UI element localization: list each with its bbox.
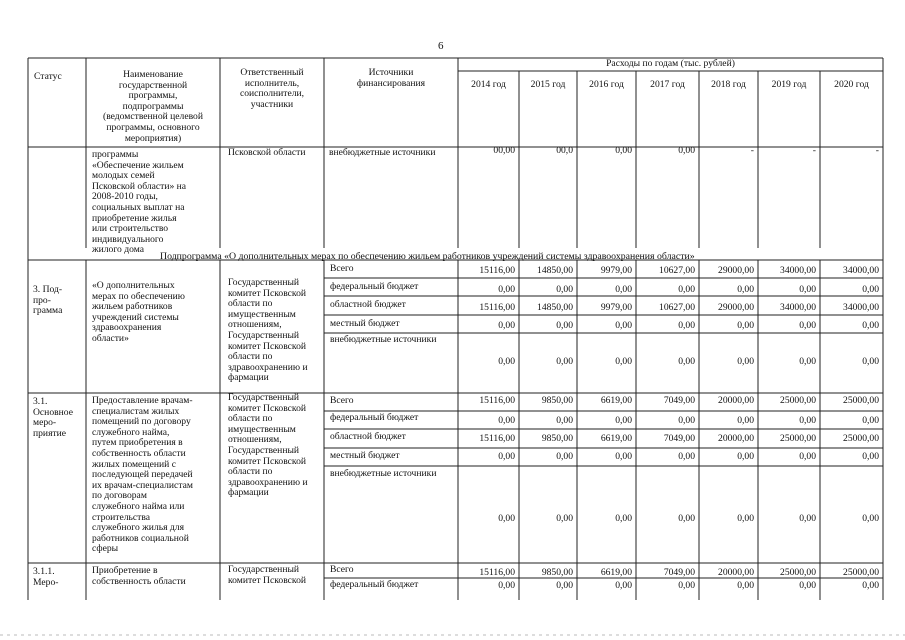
source-label: местный бюджет: [330, 450, 400, 461]
header-name: Наименование государственной программы, подпрограммы (ведомственной целевой программы, основного мероприятия): [103, 69, 203, 144]
value-cell: 0,00: [737, 320, 754, 331]
header-year: 2016 год: [589, 79, 624, 90]
value-cell: 0,00: [556, 320, 573, 331]
value-cell: 0,00: [799, 284, 816, 295]
value-cell: 0,00: [556, 415, 573, 426]
value-cell: 25000,00: [843, 567, 879, 578]
header-year: 2018 год: [711, 79, 746, 90]
source-label: федеральный бюджет: [330, 579, 419, 590]
value-cell: 6619,00: [600, 433, 632, 444]
cont-executor: Псковской области: [228, 147, 306, 158]
block-name: Предоставление врачам- специалистам жилых помещений по договору служебного найма, путем приобретения в собственность области жилых помещений с последующей передачей их врачам-специалистам по договорам служебного найма или строительства служебного жилья для работников социальной сферы: [92, 395, 193, 555]
value-cell: 0,00: [678, 356, 695, 367]
value-cell: 15116,00: [479, 567, 515, 578]
value-cell: 15116,00: [479, 302, 515, 313]
value-cell: 0,00: [799, 451, 816, 462]
header-executor: Ответственный исполнитель, соисполнители, участники: [239, 67, 305, 110]
value-cell: 0,00: [498, 513, 515, 524]
block-executor: Государственный комитет Псковской области по имущественным отношениям, Государственный комитет Псковской области по здравоохранению и фармации: [228, 277, 308, 384]
header-year: 2015 год: [530, 79, 566, 90]
source-label: Всего: [330, 395, 354, 406]
value-cell: 0,00: [737, 451, 754, 462]
value-cell: 7049,00: [663, 395, 695, 406]
value-cell: 9979,00: [600, 302, 632, 313]
value-cell: 0,00: [737, 356, 754, 367]
value-cell: 34000,00: [843, 302, 879, 313]
value-cell: 34000,00: [780, 302, 816, 313]
value-cell: 0,00: [498, 320, 515, 331]
header-year: 2017 год: [650, 79, 685, 90]
value-cell: 6619,00: [600, 567, 632, 578]
source-label: областной бюджет: [330, 299, 406, 310]
header-year: 2014 год: [471, 79, 506, 90]
block-executor: Государственный комитет Псковской: [228, 564, 307, 586]
value-cell: 29000,00: [718, 302, 754, 313]
value-cell: 0,00: [862, 513, 879, 524]
value-cell: 20000,00: [718, 395, 754, 406]
header-year: 2019 год: [771, 79, 807, 90]
value-cell: 0,00: [862, 580, 879, 591]
value-cell: 0,00: [556, 356, 573, 367]
source-label: Всего: [330, 564, 354, 575]
value-cell: 20000,00: [718, 567, 754, 578]
value-cell: -: [875, 145, 879, 156]
value-cell: 0,00: [862, 415, 879, 426]
value-cell: 9850,00: [541, 433, 573, 444]
block-executor: Государственный комитет Псковской области по имущественным отношениям, Государственный комитет Псковской области по здравоохранению и фармации: [228, 392, 308, 499]
header-year: 2020 год: [834, 79, 869, 90]
value-cell: 0,00: [678, 145, 695, 156]
source-label: федеральный бюджет: [330, 412, 419, 423]
value-cell: 9850,00: [541, 567, 573, 578]
value-cell: 00,00: [493, 145, 515, 156]
value-cell: 0,00: [615, 580, 632, 591]
cont-name: программы «Обеспечение жильем молодых семей Псковской области» на 2008-2010 годы, социальных выплат на приобретение жилья или строительство индивидуального жилого дома: [92, 149, 187, 256]
value-cell: 0,00: [678, 513, 695, 524]
value-cell: 0,00: [737, 580, 754, 591]
value-cell: 0,00: [556, 580, 573, 591]
source-label: местный бюджет: [330, 318, 400, 329]
source-label: внебюджетные источники: [330, 468, 437, 479]
value-cell: 0,00: [862, 356, 879, 367]
value-cell: 14850,00: [537, 302, 573, 313]
value-cell: 0,00: [799, 356, 816, 367]
block-status: 3. Под- про- грамма: [33, 284, 63, 317]
value-cell: 15116,00: [479, 433, 515, 444]
subprogram-title: Подпрограмма «О дополнительных мерах по обеспечению жильем работников учреждений системы здравоохранения области»: [160, 251, 695, 262]
value-cell: -: [750, 145, 754, 156]
value-cell: 0,00: [678, 580, 695, 591]
value-cell: 0,00: [556, 284, 573, 295]
value-cell: 0,00: [737, 415, 754, 426]
value-cell: 10627,00: [659, 265, 695, 276]
cont-source: внебюджетные источники: [329, 147, 436, 158]
value-cell: 14850,00: [537, 265, 573, 276]
value-cell: 7049,00: [663, 433, 695, 444]
value-cell: 0,00: [615, 513, 632, 524]
source-label: федеральный бюджет: [330, 281, 419, 292]
value-cell: 25000,00: [843, 433, 879, 444]
block-status: 3.1.1. Меро-: [33, 566, 59, 588]
value-cell: 34000,00: [780, 265, 816, 276]
source-label: областной бюджет: [330, 431, 406, 442]
source-label: Всего: [330, 263, 354, 274]
block-status: 3.1. Основное меро- приятие: [33, 396, 73, 439]
value-cell: 15116,00: [479, 395, 515, 406]
value-cell: 0,00: [737, 513, 754, 524]
header-expenses: Расходы по годам (тыс. рублей): [606, 58, 735, 69]
value-cell: 20000,00: [718, 433, 754, 444]
header-sources: Источники финансирования: [356, 67, 426, 89]
value-cell: 34000,00: [843, 265, 879, 276]
value-cell: 0,00: [498, 415, 515, 426]
value-cell: 0,00: [498, 580, 515, 591]
value-cell: 0,00: [678, 320, 695, 331]
value-cell: -: [812, 145, 816, 156]
value-cell: 00,0: [556, 145, 573, 156]
value-cell: 0,00: [862, 320, 879, 331]
value-cell: 6619,00: [600, 395, 632, 406]
value-cell: 0,00: [556, 513, 573, 524]
block-name: Приобретение в собственность области: [92, 565, 186, 587]
page-number: 6: [438, 40, 444, 52]
value-cell: 10627,00: [659, 302, 695, 313]
value-cell: 15116,00: [479, 265, 515, 276]
value-cell: 25000,00: [780, 567, 816, 578]
value-cell: 9979,00: [600, 265, 632, 276]
value-cell: 0,00: [678, 451, 695, 462]
value-cell: 0,00: [615, 356, 632, 367]
value-cell: 0,00: [862, 451, 879, 462]
value-cell: 0,00: [556, 451, 573, 462]
value-cell: 25000,00: [780, 433, 816, 444]
value-cell: 0,00: [799, 513, 816, 524]
value-cell: 25000,00: [780, 395, 816, 406]
value-cell: 0,00: [498, 451, 515, 462]
value-cell: 25000,00: [843, 395, 879, 406]
header-status: Статус: [34, 71, 62, 82]
value-cell: 7049,00: [663, 567, 695, 578]
value-cell: 0,00: [799, 320, 816, 331]
value-cell: 9850,00: [541, 395, 573, 406]
value-cell: 0,00: [498, 284, 515, 295]
value-cell: 0,00: [615, 145, 632, 156]
value-cell: 0,00: [862, 284, 879, 295]
value-cell: 0,00: [615, 451, 632, 462]
value-cell: 0,00: [615, 284, 632, 295]
value-cell: 29000,00: [718, 265, 754, 276]
value-cell: 0,00: [799, 415, 816, 426]
value-cell: 0,00: [615, 415, 632, 426]
source-label: внебюджетные источники: [330, 334, 437, 345]
value-cell: 0,00: [615, 320, 632, 331]
value-cell: 0,00: [799, 580, 816, 591]
value-cell: 0,00: [678, 415, 695, 426]
value-cell: 0,00: [498, 356, 515, 367]
value-cell: 0,00: [737, 284, 754, 295]
value-cell: 0,00: [678, 284, 695, 295]
block-name: «О дополнительных мерах по обеспечению жильем работников учреждений системы здравоохранения области»: [92, 280, 185, 344]
